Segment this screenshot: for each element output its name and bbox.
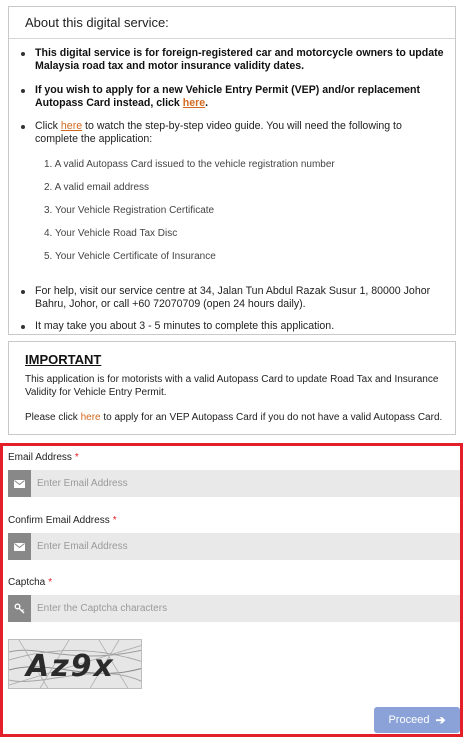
important-text: This application is for motorists with a valid Autopass Card to update Road Tax and Insurance Validity for Vehicle Entry Permit. (25, 374, 439, 398)
info-bullet-2-post: . (205, 97, 209, 109)
email-input[interactable] (31, 469, 460, 498)
confirm-email-label (8, 515, 117, 526)
proceed-label: Proceed (388, 714, 430, 726)
info-bullet-3-post: to watch the step-by-step video guide. You will need the following to complete the application: (35, 120, 402, 145)
confirm-email-input[interactable] (31, 532, 460, 561)
requirement-item: 2. A valid email address (44, 182, 150, 193)
key-icon (8, 595, 31, 622)
application-form (0, 443, 463, 737)
confirm-email-label-text: Confirm Email Address (8, 515, 110, 526)
required-mark: * (48, 577, 53, 588)
info-bullet-3-text (35, 120, 446, 146)
requirement-item: 5. Your Vehicle Certificate of Insurance (44, 251, 216, 262)
important-text-2 (25, 411, 445, 424)
bullet-dot (21, 52, 25, 56)
important-text-2-post: to apply for an VEP Autopass Card if you do not have a valid Autopass Card. (100, 412, 443, 423)
info-bullet-3 (21, 120, 446, 146)
envelope-icon (8, 533, 31, 560)
envelope-icon (8, 470, 31, 497)
required-mark: * (112, 515, 117, 526)
requirement-item: 4. Your Vehicle Road Tax Disc (44, 228, 178, 239)
important-title: IMPORTANT (25, 352, 102, 367)
captcha-text: Az9x (26, 649, 115, 684)
vep-autopass-apply-link[interactable]: here (80, 412, 101, 423)
bullet-dot (21, 125, 25, 129)
proceed-button[interactable] (374, 707, 460, 733)
captcha-label-text: Captcha (8, 577, 46, 588)
info-bullet-5 (21, 320, 446, 333)
captcha-label (8, 577, 52, 588)
info-header: About this digital service: (9, 7, 455, 39)
info-bullet-2-pre: If you wish to apply for a new Vehicle Entry Permit (VEP) and/or replacement Autopass Card instead, click (35, 84, 421, 109)
captcha-image (8, 639, 142, 689)
vep-apply-link[interactable]: here (182, 97, 206, 109)
info-bullet-4 (21, 285, 446, 311)
important-text-2-pre: Please click (25, 412, 81, 423)
info-bullet-2-text (35, 84, 446, 110)
info-bullet-1-text: This digital service is for foreign-registered car and motorcycle owners to update Malaysia road tax and motor insurance validity dates. (35, 47, 444, 72)
info-bullet-1 (21, 47, 446, 73)
confirm-email-field-wrapper (8, 533, 460, 560)
video-guide-link[interactable]: here (60, 120, 83, 132)
captcha-field-wrapper (8, 595, 460, 622)
info-bullet-2 (21, 84, 446, 110)
captcha-input[interactable] (31, 594, 460, 623)
info-panel (8, 6, 456, 335)
bullet-dot (21, 325, 25, 329)
important-panel (8, 341, 456, 435)
requirement-item: 1. A valid Autopass Card issued to the vehicle registration number (44, 159, 335, 170)
email-label-text: Email Address (8, 452, 72, 463)
arrow-right-icon: ➔ (435, 713, 446, 727)
bullet-dot (21, 290, 25, 294)
email-field-wrapper (8, 470, 460, 497)
requirement-item: 3. Your Vehicle Registration Certificate (44, 205, 215, 216)
email-label (8, 452, 79, 463)
required-mark: * (74, 452, 79, 463)
info-bullet-4-text: For help, visit our service centre at 34, Jalan Tun Abdul Razak Susur 1, 80000 Johor Bahru, Johor, or call +60 72070709 (open 24 hours daily). (35, 285, 431, 310)
bullet-dot (21, 89, 25, 93)
info-bullet-3-pre: Click (35, 120, 61, 132)
info-bullet-5-text: It may take you about 3 - 5 minutes to complete this application. (35, 320, 335, 332)
